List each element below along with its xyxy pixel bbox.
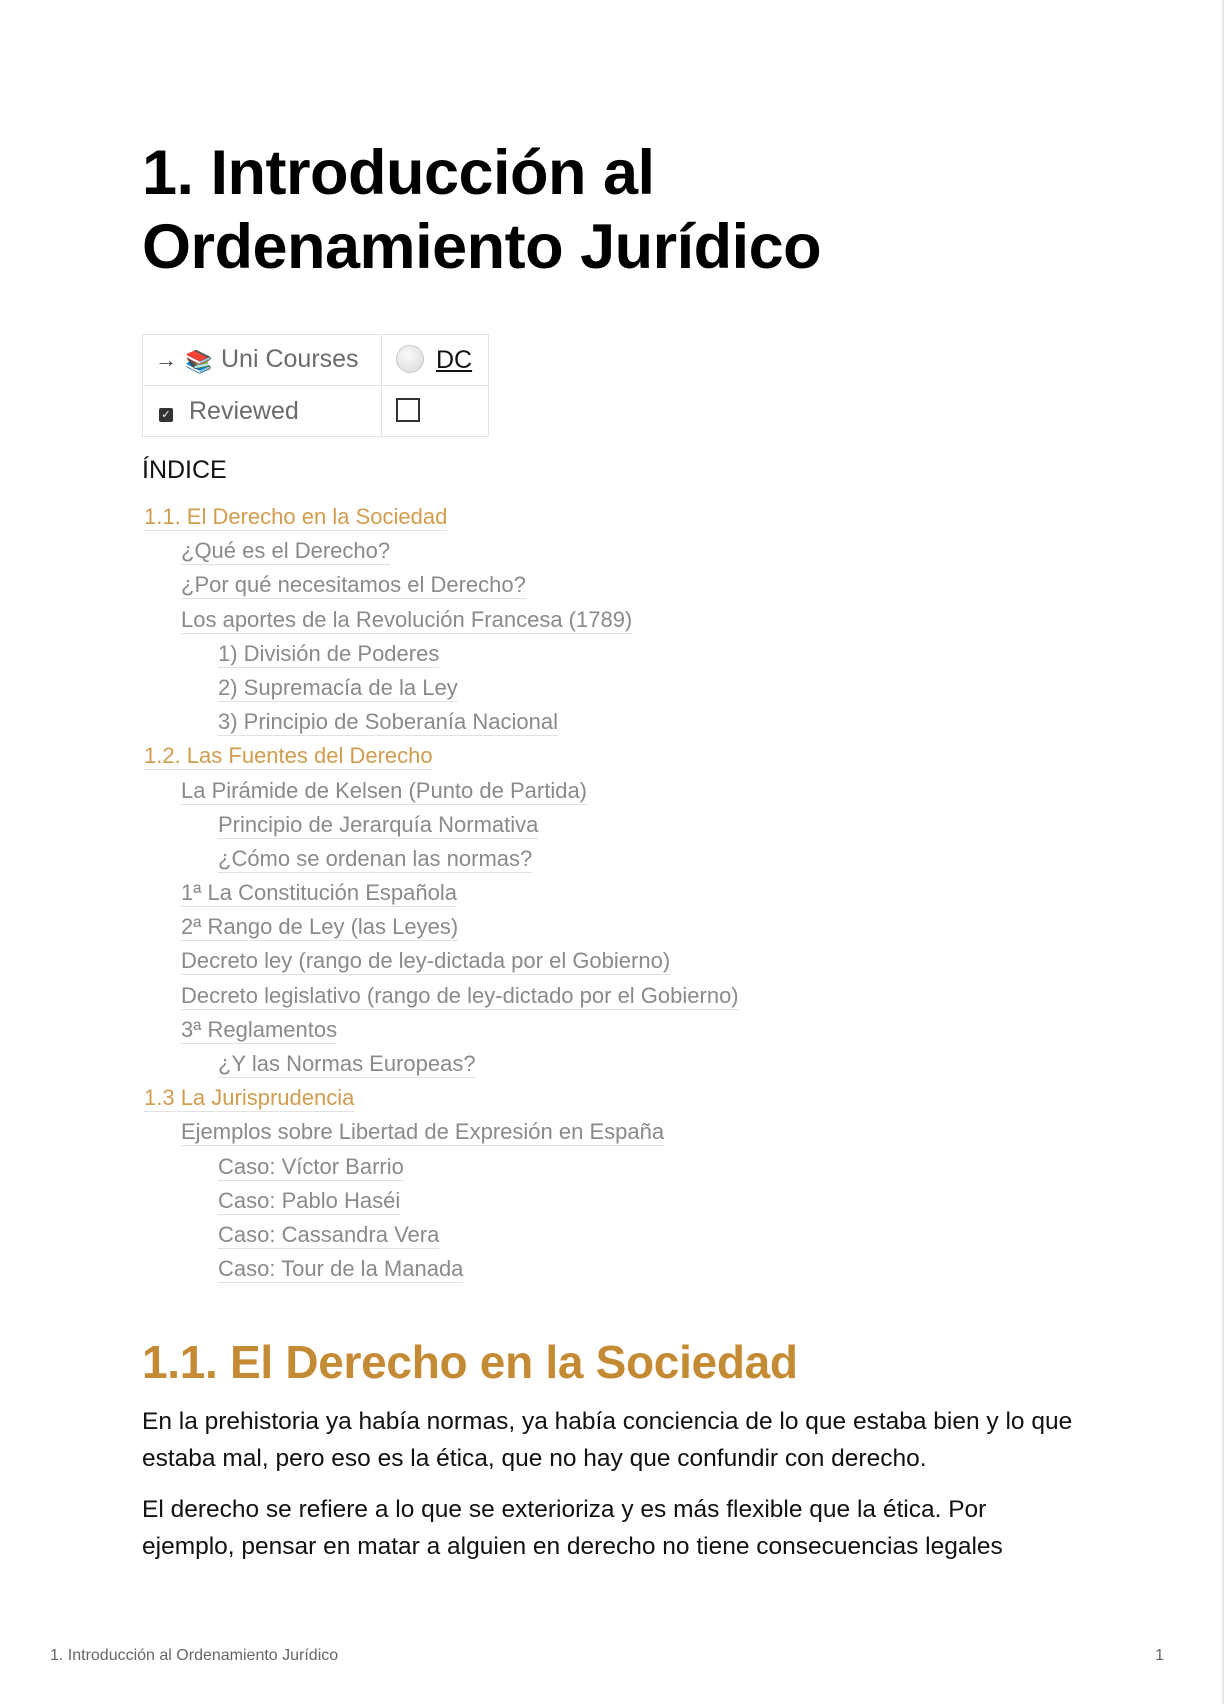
toc-item[interactable]: [144, 568, 739, 602]
toc-item-link[interactable]: 3ª Reglamentos: [181, 1016, 338, 1042]
property-row-relation: [143, 335, 489, 386]
toc-item[interactable]: [144, 705, 739, 739]
relation-link[interactable]: DC: [436, 346, 473, 374]
toc-item[interactable]: [144, 876, 739, 910]
toc-item[interactable]: [144, 637, 739, 671]
toc-item[interactable]: [144, 910, 739, 944]
toc-item-link[interactable]: ¿Qué es el Derecho?: [181, 538, 391, 564]
toc-item-link[interactable]: 1ª La Constitución Española: [181, 880, 457, 906]
section-heading: 1.1. El Derecho en la Sociedad: [142, 1336, 798, 1388]
index-label: ÍNDICE: [142, 456, 227, 484]
paragraph-2: El derecho se refiere a lo que se exterioriza y es más flexible que la ética. Por ejemplo, pensar en matar a alguien en derecho no tiene consecuencias legales: [142, 1496, 1003, 1560]
toc-item-link[interactable]: Caso: Cassandra Vera: [218, 1221, 440, 1247]
toc-item[interactable]: [144, 1184, 739, 1218]
toc-item[interactable]: [144, 739, 739, 773]
toc-item[interactable]: [144, 534, 739, 568]
toc-item[interactable]: [144, 500, 739, 534]
property-row-reviewed: [143, 386, 489, 437]
toc-item-link[interactable]: Principio de Jerarquía Normativa: [218, 811, 539, 837]
toc-item-link[interactable]: ¿Y las Normas Europeas?: [218, 1051, 476, 1076]
toc-item[interactable]: [144, 1115, 739, 1149]
footer-title: 1. Introducción al Ordenamiento Jurídico: [50, 1647, 339, 1664]
toc-item[interactable]: [144, 1252, 739, 1286]
property-value-reviewed: [382, 386, 489, 437]
toc-item[interactable]: [144, 842, 739, 876]
toc-item-link[interactable]: Caso: Tour de la Manada: [218, 1256, 464, 1282]
toc-item[interactable]: [144, 671, 739, 705]
toc-item-link[interactable]: 3) Principio de Soberanía Nacional: [218, 709, 558, 735]
reviewed-label: Reviewed: [189, 396, 299, 425]
toc-item-link[interactable]: Decreto legislativo (rango de ley-dictado por el Gobierno): [181, 982, 739, 1008]
toc-item-link[interactable]: ¿Por qué necesitamos el Derecho?: [181, 572, 526, 598]
paragraph-1: En la prehistoria ya había normas, ya había conciencia de lo que estaba bien y lo que estaba mal, pero eso es la ética, que no hay que confundir con derecho.: [142, 1408, 1073, 1472]
toc-item-link[interactable]: Decreto ley (rango de ley-dictada por el Gobierno): [181, 948, 671, 974]
property-value-relation: [382, 335, 489, 386]
toc-item-link[interactable]: Ejemplos sobre Libertad de Expresión en España: [181, 1119, 665, 1145]
reviewed-checkbox[interactable]: [396, 398, 420, 422]
toc-item-link[interactable]: Caso: Pablo Haséi: [218, 1187, 401, 1213]
toc-item[interactable]: [144, 1150, 739, 1184]
relation-label: Uni Courses: [221, 345, 359, 373]
toc-item[interactable]: [144, 774, 739, 808]
toc-item[interactable]: [144, 1081, 739, 1115]
toc-item-link[interactable]: 1) División de Poderes: [218, 640, 440, 666]
toc-item-link[interactable]: La Pirámide de Kelsen (Punto de Partida): [181, 777, 588, 803]
toc-item[interactable]: [144, 808, 739, 842]
property-key-relation: [143, 335, 382, 386]
page-title-line-2: Ordenamiento Jurídico: [142, 212, 822, 282]
toc-item-link[interactable]: 1.3 La Jurisprudencia: [144, 1085, 355, 1111]
page-title: [142, 136, 821, 284]
toc-item[interactable]: [144, 1218, 739, 1252]
table-of-contents: [144, 500, 739, 1286]
toc-item[interactable]: [144, 603, 739, 637]
toc-item[interactable]: [144, 979, 739, 1013]
toc-item[interactable]: [144, 1047, 739, 1081]
property-key-reviewed: [143, 386, 382, 437]
page-title-line-1: 1. Introducción al: [142, 138, 655, 208]
toc-item-link[interactable]: ¿Cómo se ordenan las normas?: [218, 845, 533, 871]
relation-arrow-icon: →: [155, 347, 177, 372]
toc-item-link[interactable]: Caso: Víctor Barrio: [218, 1153, 404, 1179]
toc-item-link[interactable]: 2ª Rango de Ley (las Leyes): [181, 914, 459, 940]
properties-table: [142, 334, 489, 437]
toc-item[interactable]: [144, 944, 739, 978]
checkbox-property-icon: ✓: [159, 408, 173, 422]
toc-item-link[interactable]: Los aportes de la Revolución Francesa (1789): [181, 606, 633, 632]
toc-item-link[interactable]: 1.2. Las Fuentes del Derecho: [144, 743, 433, 769]
books-icon: 📚: [185, 349, 213, 374]
footer-page-number: 1: [1155, 1647, 1164, 1664]
toc-item[interactable]: [144, 1013, 739, 1047]
toc-item-link[interactable]: 2) Supremacía de la Ley: [218, 674, 458, 700]
toc-item-link[interactable]: 1.1. El Derecho en la Sociedad: [144, 504, 448, 529]
page-circle-icon: [396, 345, 424, 373]
